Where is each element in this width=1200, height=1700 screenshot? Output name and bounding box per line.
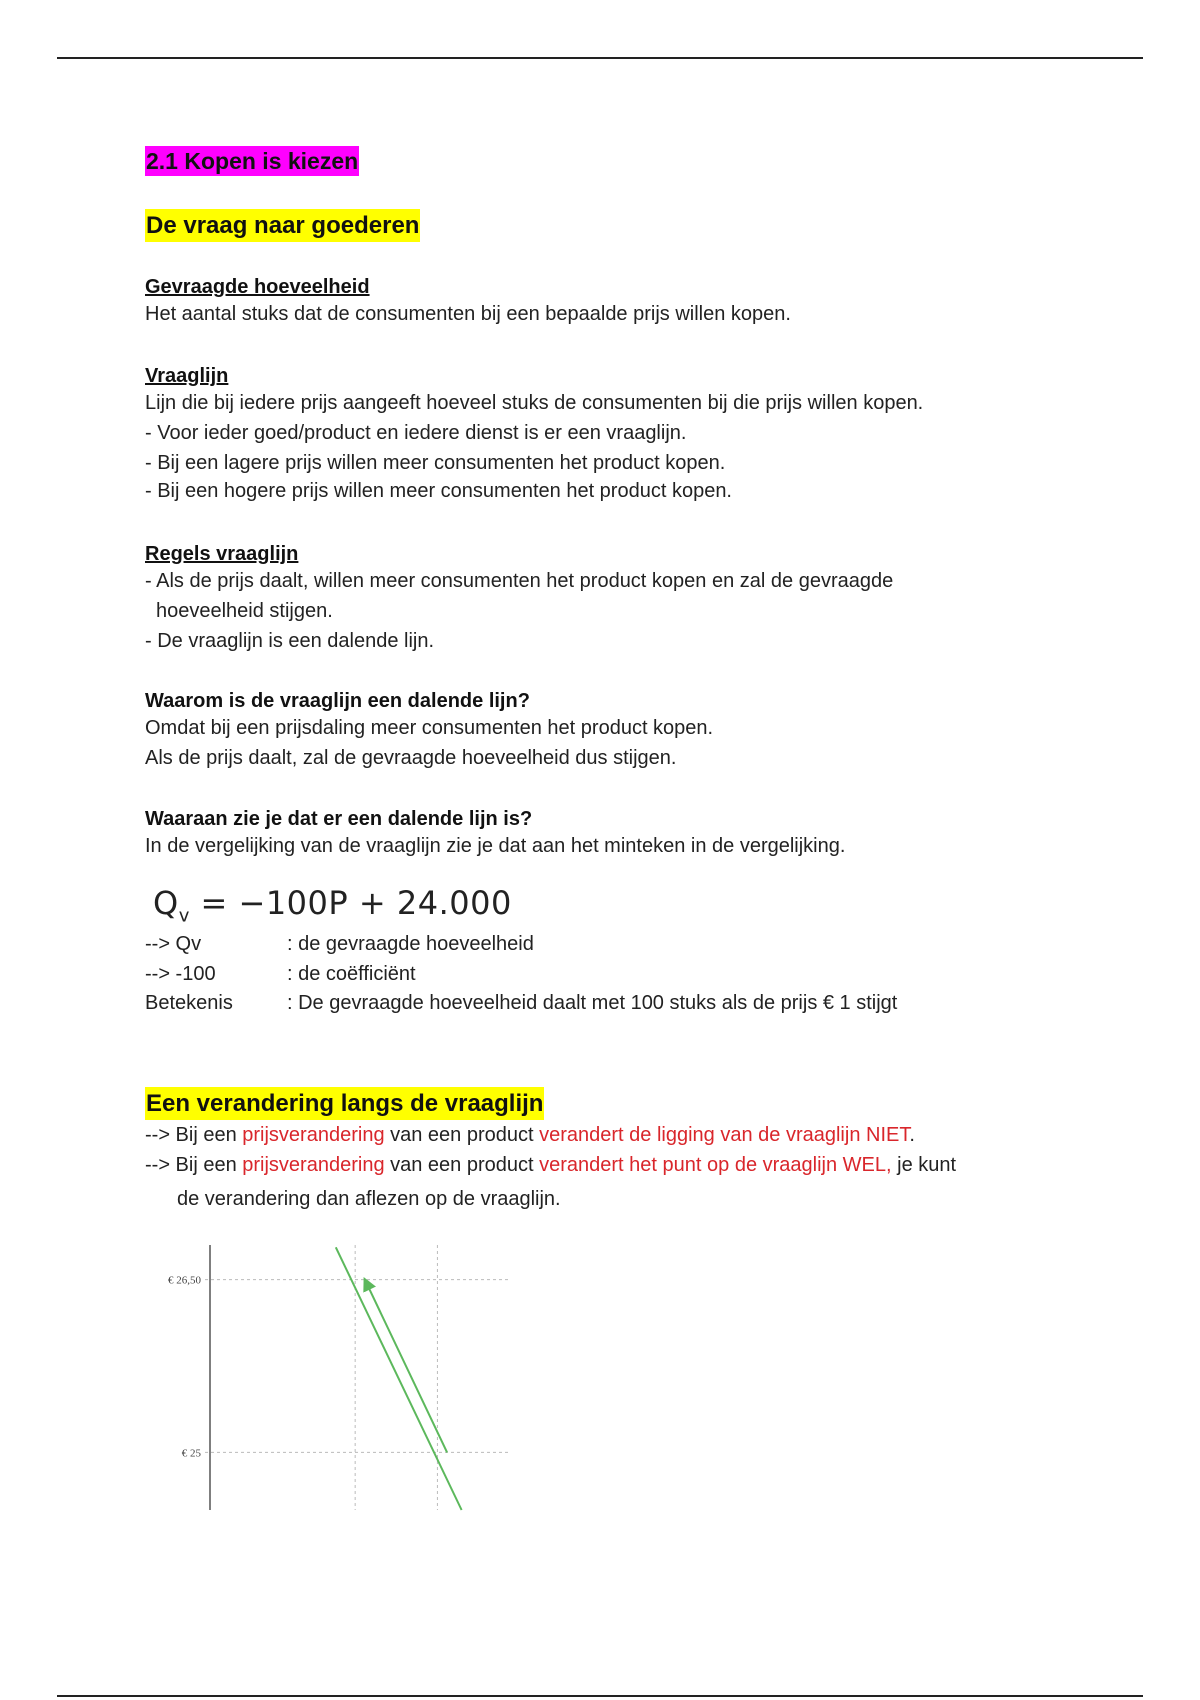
heading-change: Een verandering langs de vraaglijn [145, 1090, 544, 1118]
regels-line: hoeveelheid stijgen. [156, 600, 333, 622]
demand-chart [140, 1235, 520, 1520]
gevraagde-title: Gevraagde hoeveelheid [145, 276, 370, 298]
change-arrow [365, 1280, 447, 1453]
change-line-2: --> Bij een prijsverandering van een product verandert het punt op de vraaglijn WEL, je kunt [145, 1154, 957, 1176]
vraaglijn-title: Vraaglijn [145, 365, 229, 387]
waarom-question: Waarom is de vraaglijn een dalende lijn? [145, 690, 530, 712]
vraaglijn-line: - Bij een hogere prijs willen meer consumenten het product kopen. [145, 480, 732, 502]
change-line-1: --> Bij een prijsverandering van een product verandert de ligging van de vraaglijn NIET. [145, 1124, 915, 1146]
gevraagde-text: Het aantal stuks dat de consumenten bij een bepaalde prijs willen kopen. [145, 303, 791, 325]
vraaglijn-line: - Voor ieder goed/product en iedere dienst is er een vraaglijn. [145, 422, 687, 444]
vraaglijn-line: Lijn die bij iedere prijs aangeeft hoeveel stuks de consumenten bij die prijs willen kopen. [145, 392, 924, 414]
heading-demand: De vraag naar goederen [145, 212, 420, 240]
change-line-3: de verandering dan aflezen op de vraaglijn. [177, 1188, 561, 1210]
vraaglijn-line: - Bij een lagere prijs willen meer consumenten het product kopen. [145, 452, 726, 474]
y-tick-label: € 26,50 [168, 1274, 201, 1287]
section-title: 2.1 Kopen is kiezen [146, 148, 359, 174]
footer-rule [57, 1695, 1143, 1697]
waarom-line: Als de prijs daalt, zal de gevraagde hoeveelheid dus stijgen. [145, 747, 677, 769]
waaraan-line: In de vergelijking van de vraaglijn zie je dat aan het minteken in de vergelijking. [145, 835, 846, 857]
regels-line: - De vraaglijn is een dalende lijn. [145, 630, 435, 652]
regels-line: - Als de prijs daalt, willen meer consumenten het product kopen en zal de gevraagde [145, 570, 894, 592]
regels-title: Regels vraaglijn [145, 543, 299, 565]
definition-row: --> -100 : de coëfficiënt [145, 963, 416, 985]
y-tick-label: € 25 [181, 1447, 201, 1460]
header-rule [57, 57, 1143, 59]
y-tick-labels [168, 1275, 202, 1460]
definition-row: --> Qv : de gevraagde hoeveelheid [145, 933, 534, 955]
chart-gridlines [205, 1245, 510, 1510]
waaraan-question: Waaraan zie je dat er een dalende lijn is? [145, 808, 533, 830]
demand-formula: $Q_v = -100P + 24.000$ [153, 884, 512, 927]
waarom-line: Omdat bij een prijsdaling meer consumenten het product kopen. [145, 717, 714, 739]
definition-row: Betekenis : De gevraagde hoeveelheid daalt met 100 stuks als de prijs € 1 stijgt [145, 992, 898, 1014]
